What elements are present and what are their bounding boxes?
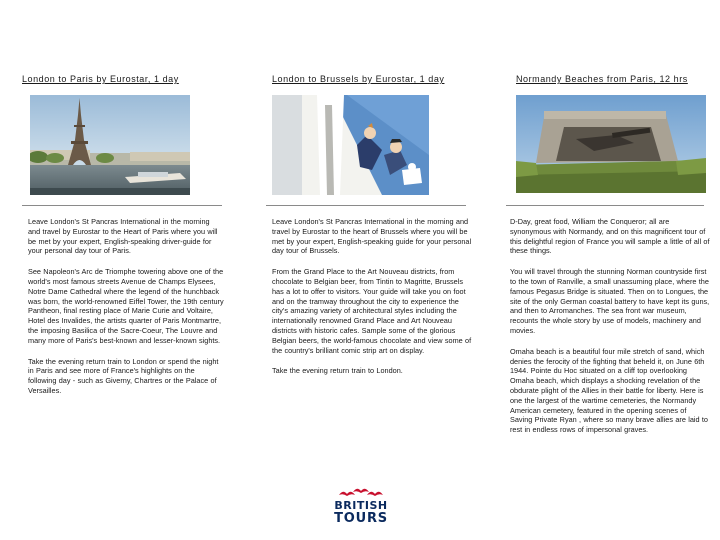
section-divider (266, 205, 466, 206)
normandy-bunker-photo (516, 95, 706, 193)
description-paragraph: Take the evening return train to London. (272, 366, 403, 376)
description-paragraph: See Napoleon's Arc de Triomphe towering above one of the world's most famous streets Avenue de Champs Elysees, Notre Dame Cathedral where the legend of the hunchback was born, the world-renowned Eiffel Tower, the 19th century Pantheon, final resting place of Marie Curie and Voltaire, Hotel des Invalides, the artists quarter of Paris Montmartre, the imposing Basilica of the Sacre-Coeur, The Louvre and many more of Paris's best-known and lesser-known sights. (28, 267, 224, 345)
description-paragraph: Leave London's St Pancras International in the morning and travel by Eurostar to the heart of Brussels where you will be met by your expert, English-speaking guide for your personal day tour of Brussels. (272, 217, 472, 256)
logo-text-line2: TOURS (334, 511, 388, 526)
tour-description (510, 217, 710, 446)
three-birds-logo-icon (335, 485, 387, 499)
description-paragraph: Take the evening return train to London or spend the night in Paris and see more of France's highlights on the following day - such as Giverny, Chartres or the Palace of Versailles. (28, 356, 219, 395)
tintin-mural-photo (272, 95, 429, 195)
section-divider (22, 205, 222, 206)
tour-title-link[interactable]: London to Paris by Eurostar, 1 day (22, 74, 179, 84)
eiffel-tower-photo (30, 95, 190, 195)
description-paragraph: Omaha beach is a beautiful four mile stretch of sand, which denies the ferocity of the fighting that beheld it, on June 6th 1944. Pointe du Hoc situated on a cliff top overlooking Omaha beach, which displays a shocking revelation of the obdurate plight of the Allies in their battle for liberty. Here is one the largest of the wartime cemeteries, the Normandy American cemetery, featured in the opening scenes of Saving Private Ryan , where so many brave allies are laid to rest in endless rows of impersonal graves. (510, 346, 708, 435)
description-paragraph: Leave London's St Pancras International in the morning and travel by Eurostar to the Heart of Paris where you will be met by your expert, English-speaking driver-guide for your personal day tour of Paris. (28, 217, 218, 256)
tour-description (272, 217, 472, 387)
section-divider (506, 205, 704, 206)
description-paragraph: You will travel through the stunning Norman countryside first to the town of Ranville, a small unassuming place, where the famous Pegasus Bridge is situated. Then on to Longues, the site of the only German coastal battery to have kept its guns, and then to Arromanches. The sea front war museum, recounts the whole story by use of models, machinery and movies. (510, 267, 710, 335)
tour-description (28, 217, 224, 407)
british-tours-logo (323, 485, 399, 531)
description-paragraph: From the Grand Place to the Art Nouveau districts, from chocolate to Belgian beer, from Tintin to Magritte, Brussels has a lot to offer to visitors. Your guide will take you on foot and on the tramway throughout the city to experience the city's amazing variety of architectural styles including the internationally renowned Grand Place and Art Nouveau districts with historic cafes. Sample some of the glorious Belgian beers, the world-famous chocolate and view some of the country's brilliant comic strip art on display. (272, 267, 472, 355)
description-paragraph: D-Day, great food, William the Conqueror; all are synonymous with Normandy, and on this magnificent tour of this delightful region of France you will sample a little of all of these things. (510, 217, 710, 256)
logo-text-line1: BRITISH (334, 499, 388, 512)
tour-title-link[interactable]: London to Brussels by Eurostar, 1 day (272, 74, 445, 84)
tour-title-link[interactable]: Normandy Beaches from Paris, 12 hrs (516, 74, 688, 84)
